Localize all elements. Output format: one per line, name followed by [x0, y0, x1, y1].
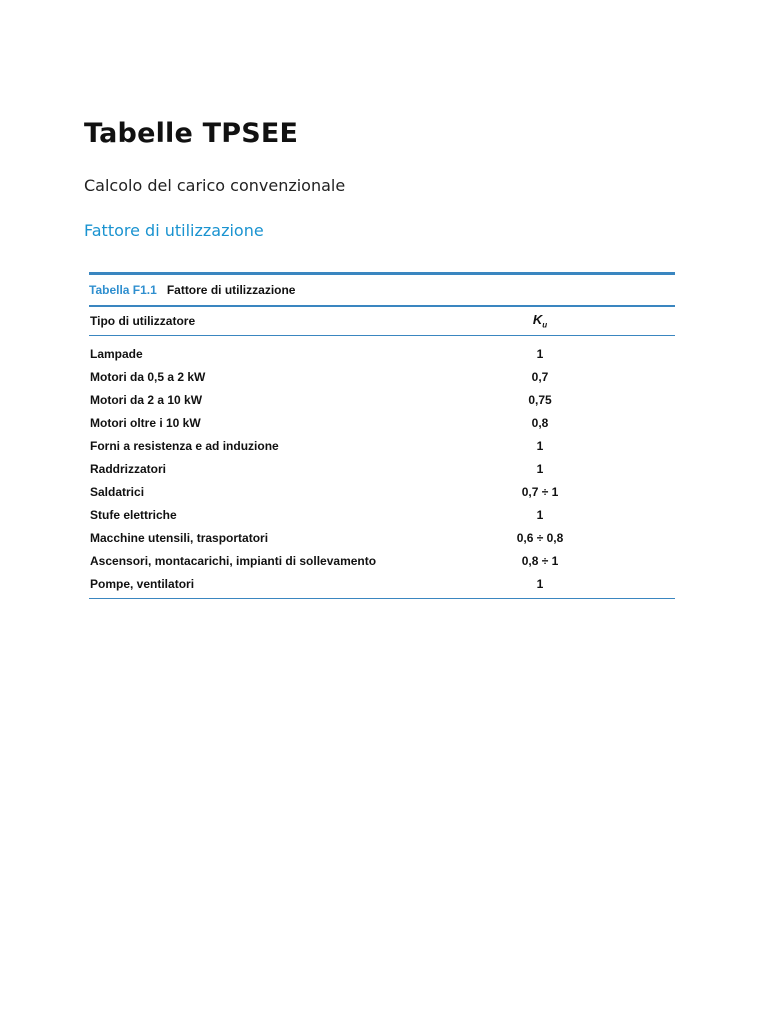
table-caption-title: Fattore di utilizzazione: [166, 283, 296, 297]
cell-type: Saldatrici: [90, 484, 145, 499]
cell-ku: 1: [536, 507, 544, 522]
cell-ku: 1: [536, 438, 544, 453]
table-row: [89, 526, 675, 549]
ku-symbol: K: [532, 312, 543, 328]
cell-ku: 1: [536, 346, 544, 361]
column-header-ku: [490, 312, 590, 329]
cell-type: Macchine utensili, trasportatori: [90, 530, 269, 545]
table-header-row: [89, 305, 675, 336]
cell-ku: 0,75: [528, 392, 552, 407]
cell-type: Motori oltre i 10 kW: [90, 415, 201, 430]
cell-ku: 1: [536, 461, 544, 476]
table-caption: [89, 272, 675, 305]
table-row: [89, 434, 675, 457]
section-heading: Fattore di utilizzazione: [84, 221, 264, 240]
page-subtitle: Calcolo del carico convenzionale: [84, 176, 346, 195]
table-row: [89, 342, 675, 365]
utilization-factor-table: [89, 272, 675, 599]
cell-type: Forni a resistenza e ad induzione: [90, 438, 279, 453]
page-title: Tabelle TPSEE: [84, 118, 299, 149]
table-row: [89, 365, 675, 388]
cell-type: Motori da 0,5 a 2 kW: [90, 369, 206, 384]
table-body: [89, 336, 675, 599]
cell-ku: 0,6 ÷ 0,8: [516, 530, 564, 545]
cell-type: Ascensori, montacarichi, impianti di sollevamento: [90, 553, 377, 568]
cell-type: Lampade: [90, 346, 143, 361]
cell-ku: 0,8 ÷ 1: [521, 553, 559, 568]
table-row: [89, 457, 675, 480]
cell-ku: 0,8: [531, 415, 549, 430]
table-row: [89, 388, 675, 411]
cell-type: Motori da 2 a 10 kW: [90, 392, 203, 407]
table-row: [89, 503, 675, 526]
ku-subscript: u: [542, 320, 548, 330]
table-row: [89, 411, 675, 434]
table-row: [89, 480, 675, 503]
cell-type: Raddrizzatori: [90, 461, 167, 476]
cell-type: Stufe elettriche: [90, 507, 177, 522]
cell-ku: 0,7: [531, 369, 549, 384]
table-caption-number: Tabella F1.1: [89, 283, 157, 297]
cell-ku: 1: [536, 576, 544, 591]
table-row: [89, 549, 675, 572]
cell-ku: 0,7 ÷ 1: [521, 484, 559, 499]
column-header-type: Tipo di utilizzatore: [90, 314, 196, 328]
cell-type: Pompe, ventilatori: [90, 576, 195, 591]
table-row: [89, 572, 675, 595]
